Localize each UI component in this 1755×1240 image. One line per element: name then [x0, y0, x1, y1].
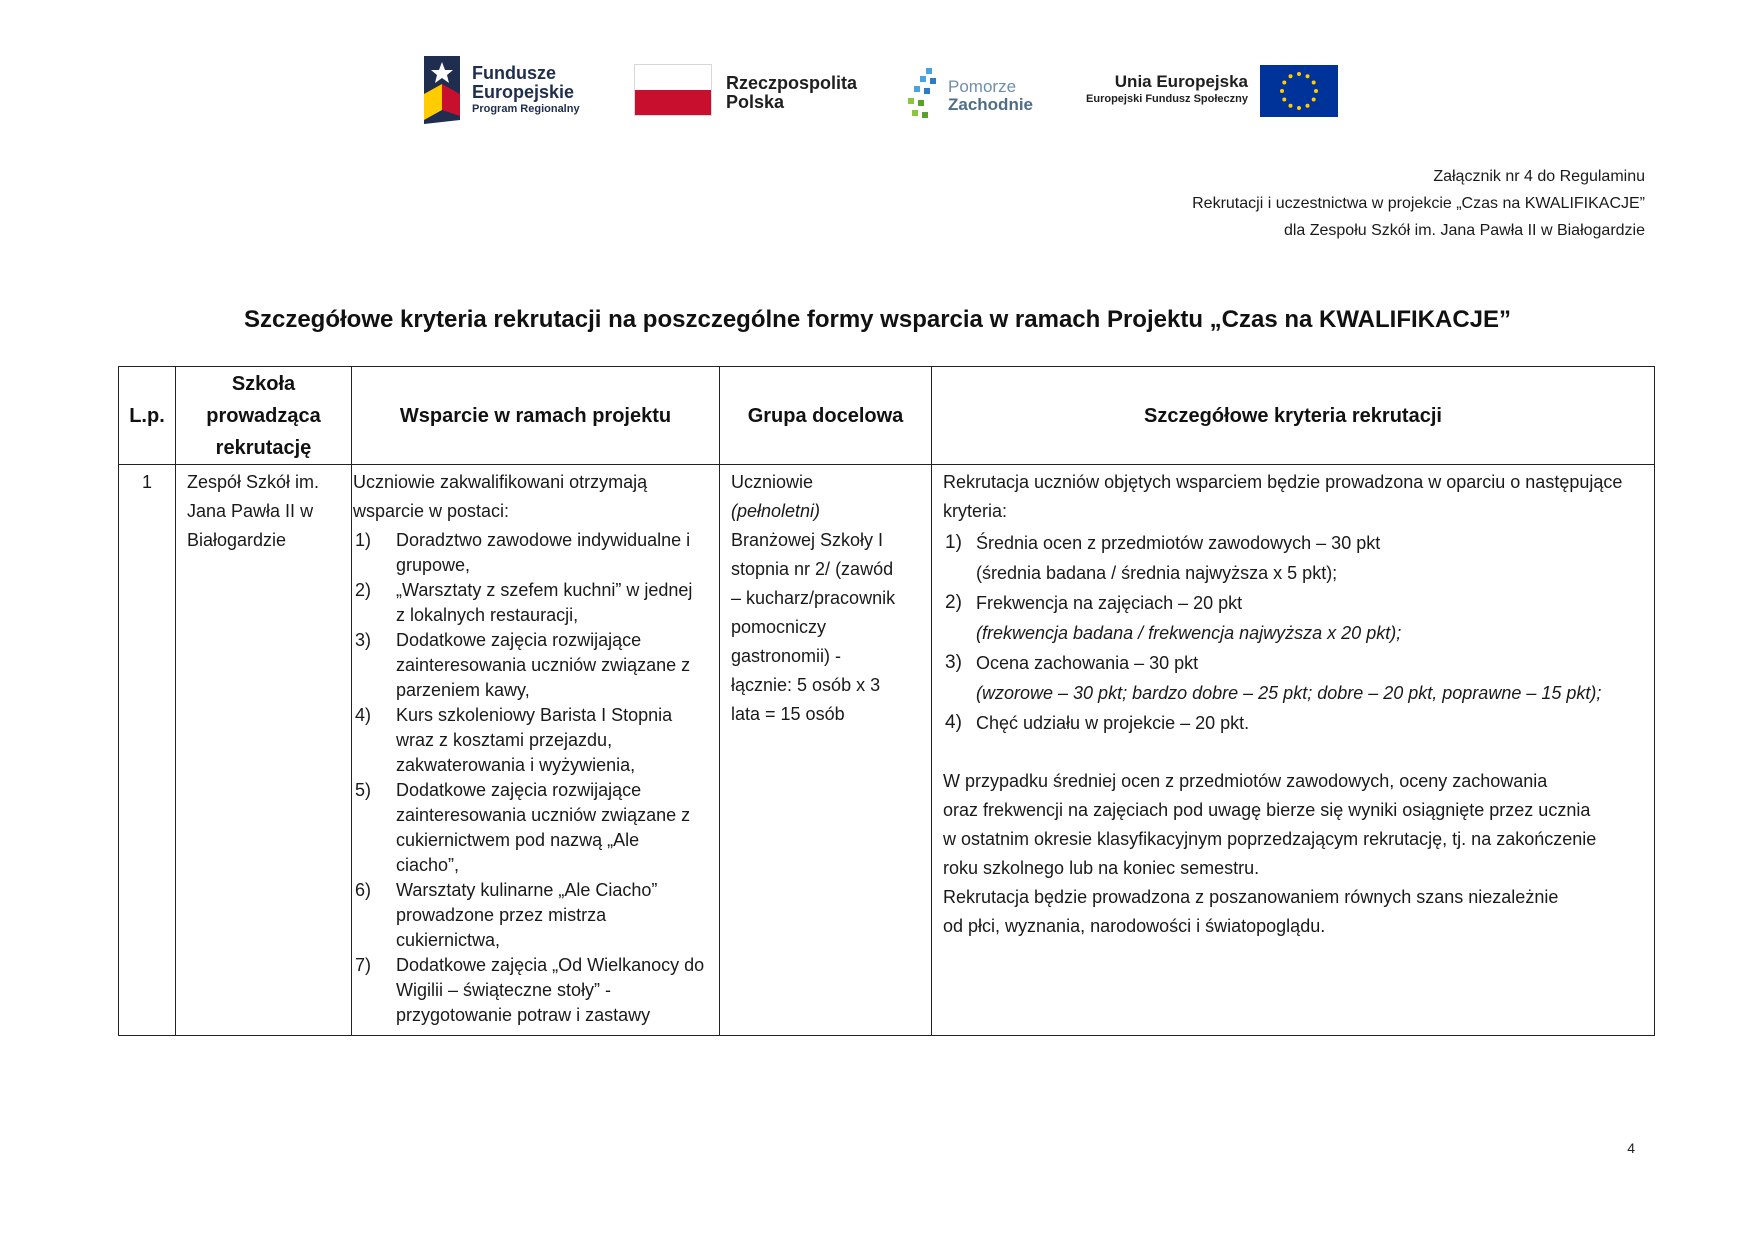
- support-item: [353, 878, 705, 953]
- eu-star-icon: [1297, 72, 1301, 76]
- fundusze-europejskie-logo: [420, 52, 600, 132]
- annex-line3: dla Zespołu Szkół im. Jana Pawła II w Białogardzie: [1283, 222, 1645, 239]
- criteria-item-number: 1): [945, 532, 962, 553]
- group-line: gastronomii) -: [731, 646, 842, 666]
- eu-star-icon: [1297, 106, 1301, 110]
- support-item: [353, 578, 705, 628]
- ue-line2: Europejski Fundusz Społeczny: [1086, 93, 1248, 105]
- school-line1: Zespół Szkół im.: [187, 472, 320, 492]
- cell-lp: 1: [141, 472, 152, 492]
- cell-criteria: [943, 468, 1649, 941]
- support-item-number: 4): [355, 705, 372, 725]
- criteria-item-text: Średnia ocen z przedmiotów zawodowych – 30 pkt: [976, 533, 1381, 553]
- support-item-number: 3): [355, 630, 372, 650]
- fe-line1: Fundusze: [472, 63, 556, 83]
- group-italic: (pełnoletni): [731, 501, 821, 521]
- pz-text: [948, 78, 1033, 114]
- support-item-text: Dodatkowe zajęcia rozwijające zainteresowania uczniów związane z parzeniem kawy,: [396, 630, 691, 700]
- eu-star-icon: [1289, 104, 1293, 108]
- criteria-item-text: Ocena zachowania – 30 pkt: [976, 653, 1199, 673]
- pomorze-emblem-icon: [906, 66, 946, 126]
- support-item: [353, 953, 705, 1028]
- criteria-intro: Rekrutacja uczniów objętych wsparciem będzie prowadzona w oparciu o następujące kryteria:: [943, 472, 1623, 521]
- criteria-item-sub: (wzorowe – 30 pkt; bardzo dobre – 25 pkt; dobre – 20 pkt, poprawne – 15 pkt);: [976, 683, 1602, 703]
- criteria-note-line: Rekrutacja będzie prowadzona z poszanowaniem równych szans niezależnie: [943, 887, 1559, 907]
- group-line: lata = 15 osób: [731, 704, 845, 724]
- support-item-text: Dodatkowe zajęcia „Od Wielkanocy do Wigilii – świąteczne stoły” - przygotowanie potraw i zastawy: [396, 955, 705, 1025]
- support-item-number: 7): [355, 955, 372, 975]
- criteria-note-line: w ostatnim okresie klasyfikacyjnym poprzedzającym rekrutację, tj. na zakończenie: [943, 829, 1597, 849]
- rp-text: [726, 74, 857, 112]
- polish-flag-icon: [634, 64, 712, 116]
- unia-europejska-logo: [1078, 52, 1340, 132]
- header-lp: L.p.: [129, 404, 165, 427]
- eu-star-icon: [1314, 89, 1318, 93]
- eu-star-icon: [1280, 89, 1284, 93]
- header-school-line2: prowadząca: [206, 404, 321, 427]
- header-support: Wsparcie w ramach projektu: [399, 404, 672, 427]
- support-intro: Uczniowie zakwalifikowani otrzymają wsparcie w postaci:: [353, 472, 648, 521]
- pomorze-zachodnie-logo: [906, 52, 1036, 132]
- rp-line1: Rzeczpospolita: [726, 73, 858, 93]
- criteria-note-line: oraz frekwencji na zajęciach pod uwagę bierze się wyniki osiągnięte przez ucznia: [943, 800, 1591, 820]
- eu-star-icon: [1312, 98, 1316, 102]
- rzeczpospolita-polska-logo: [634, 52, 864, 132]
- header-criteria: Szczegółowe kryteria rekrutacji: [1144, 404, 1442, 427]
- group-line: – kucharz/pracownik: [731, 588, 896, 608]
- fe-emblem-icon: [420, 54, 464, 126]
- support-item-text: Dodatkowe zajęcia rozwijające zainteresowania uczniów związane z cukiernictwem pod nazwą „Ale ciacho”,: [396, 780, 691, 875]
- criteria-item: [943, 588, 1649, 648]
- header-school: [176, 367, 351, 464]
- support-item: [353, 528, 705, 578]
- criteria-item: [943, 708, 1649, 738]
- support-item-text: Doradztwo zawodowe indywidualne i grupowe,: [396, 530, 691, 575]
- support-list: [353, 528, 705, 1028]
- criteria-item: [943, 528, 1649, 588]
- criteria-note-line: od płci, wyznania, narodowości i światopoglądu.: [943, 916, 1326, 936]
- criteria-item-text: Frekwencja na zajęciach – 20 pkt: [976, 593, 1243, 613]
- criteria-item: [943, 648, 1649, 708]
- criteria-note-line: roku szkolnego lub na koniec semestru.: [943, 858, 1260, 878]
- criteria-note-line: W przypadku średniej ocen z przedmiotów zawodowych, oceny zachowania: [943, 771, 1548, 791]
- ue-text: [1078, 72, 1248, 106]
- page-number: 4: [1627, 1140, 1635, 1156]
- criteria-item-number: 2): [945, 592, 962, 613]
- criteria-item-text: Chęć udziału w projekcie – 20 pkt.: [976, 713, 1250, 733]
- support-item-text: Warsztaty kulinarne „Ale Ciacho” prowadzone przez mistrza cukiernictwa,: [396, 880, 658, 950]
- criteria-list: [943, 528, 1649, 738]
- criteria-item-number: 4): [945, 712, 962, 733]
- pz-line1: Pomorze: [948, 77, 1017, 96]
- criteria-item-sub: (frekwencja badana / frekwencja najwyższa x 20 pkt);: [976, 623, 1402, 643]
- group-line: stopnia nr 2/ (zawód: [731, 559, 894, 579]
- rp-line2: Polska: [726, 92, 785, 112]
- eu-star-icon: [1312, 81, 1316, 85]
- support-item: [353, 628, 705, 703]
- support-item-number: 6): [355, 880, 372, 900]
- annex-note: [1192, 163, 1645, 244]
- eu-star-icon: [1306, 104, 1310, 108]
- eu-flag-icon: [1260, 65, 1338, 117]
- support-item-text: „Warsztaty z szefem kuchni” w jednej z lokalnych restauracji,: [396, 580, 693, 625]
- fe-line2: Europejskie: [472, 82, 575, 102]
- fe-text: [472, 64, 580, 116]
- criteria-table: [118, 366, 1655, 1036]
- header-school-line1: Szkoła: [231, 372, 296, 395]
- support-item-number: 1): [355, 530, 372, 550]
- criteria-item-sub: (średnia badana / średnia najwyższa x 5 pkt);: [976, 563, 1338, 583]
- document-title: Szczegółowe kryteria rekrutacji na poszczególne formy wsparcia w ramach Projektu „Czas na KWALIFIKACJE”: [243, 306, 1512, 333]
- criteria-notes: [943, 767, 1649, 941]
- pz-line2: Zachodnie: [948, 95, 1034, 114]
- eu-star-icon: [1306, 74, 1310, 78]
- support-item: [353, 703, 705, 778]
- support-item-number: 2): [355, 580, 372, 600]
- eu-star-icon: [1289, 74, 1293, 78]
- fe-line3: Program Regionalny: [472, 103, 580, 115]
- annex-line1: Załącznik nr 4 do Regulaminu: [1433, 168, 1645, 185]
- group-line: łącznie: 5 osób x 3: [731, 675, 881, 695]
- group-line: pomocniczy: [731, 617, 827, 637]
- cell-support: [353, 468, 705, 1028]
- annex-line2: Rekrutacji i uczestnictwa w projekcie „Czas na KWALIFIKACJE”: [1192, 195, 1645, 212]
- criteria-item-number: 3): [945, 652, 962, 673]
- school-line3: Białogardzie: [187, 530, 287, 550]
- header-school-line3: rekrutację: [215, 436, 312, 459]
- group-line1: Uczniowie: [731, 472, 814, 492]
- logo-bar: [0, 52, 1755, 132]
- eu-star-icon: [1282, 81, 1286, 85]
- support-item-text: Kurs szkoleniowy Barista I Stopnia wraz z kosztami przejazdu, zakwaterowania i wyżywienia,: [396, 705, 673, 775]
- cell-target-group: [731, 468, 931, 729]
- cell-school: [187, 468, 347, 555]
- support-item: [353, 778, 705, 878]
- support-item-number: 5): [355, 780, 372, 800]
- school-line2: Jana Pawła II w: [187, 501, 314, 521]
- eu-star-icon: [1282, 98, 1286, 102]
- ue-line1: Unia Europejska: [1114, 72, 1248, 91]
- header-group: Grupa docelowa: [747, 404, 904, 427]
- group-line: Branżowej Szkoły I: [731, 530, 884, 550]
